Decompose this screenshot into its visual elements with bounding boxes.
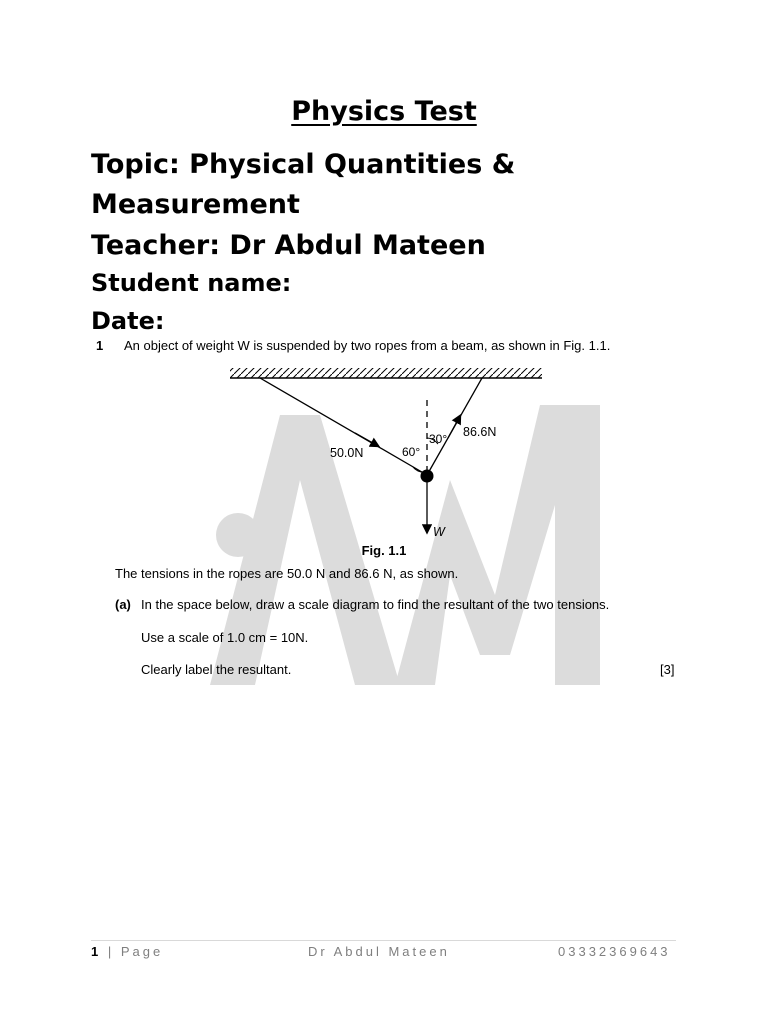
teacher-heading: Teacher: Dr Abdul Mateen xyxy=(91,230,486,261)
footer-divider xyxy=(91,940,676,941)
left-rope-arrow xyxy=(355,433,378,446)
figure-caption: Fig. 1.1 xyxy=(361,543,407,558)
angle-60-label: 60° xyxy=(402,445,421,459)
page-title: Physics Test xyxy=(291,96,477,127)
topic-heading-continued: Measurement xyxy=(91,189,300,220)
footer-page-number: 1 xyxy=(91,944,102,959)
left-rope xyxy=(260,378,427,475)
part-a-label-instruction: Clearly label the resultant. xyxy=(141,662,292,677)
topic-heading: Topic: Physical Quantities & xyxy=(91,149,516,180)
student-name-label: Student name: xyxy=(91,269,292,297)
question-number: 1 xyxy=(96,338,104,353)
angle-30-label: 30° xyxy=(429,432,448,446)
left-tension-label: 50.0N xyxy=(330,446,364,460)
part-a-label: (a) xyxy=(115,597,131,612)
right-tension-label: 86.6N xyxy=(463,425,497,439)
question-intro: An object of weight W is suspended by two ropes from a beam, as shown in Fig. 1.1. xyxy=(124,338,611,353)
tensions-statement: The tensions in the ropes are 50.0 N and 86.6 N, as shown. xyxy=(115,566,459,581)
right-rope-arrow xyxy=(448,416,460,438)
footer-phone: 03332369643 xyxy=(558,944,671,959)
weight-label: W xyxy=(433,525,445,539)
marks-indicator: [3] xyxy=(660,662,675,677)
part-a-scale: Use a scale of 1.0 cm = 10N. xyxy=(141,630,309,645)
footer-page xyxy=(91,944,163,959)
beam-hatching xyxy=(230,368,542,378)
force-diagram xyxy=(220,360,560,545)
date-label: Date: xyxy=(91,307,165,335)
suspended-object xyxy=(421,470,434,483)
footer-author: Dr Abdul Mateen xyxy=(308,944,450,959)
footer-page-word: | Page xyxy=(107,944,164,959)
part-a-instruction: In the space below, draw a scale diagram to find the resultant of the two tensions. xyxy=(141,597,610,612)
